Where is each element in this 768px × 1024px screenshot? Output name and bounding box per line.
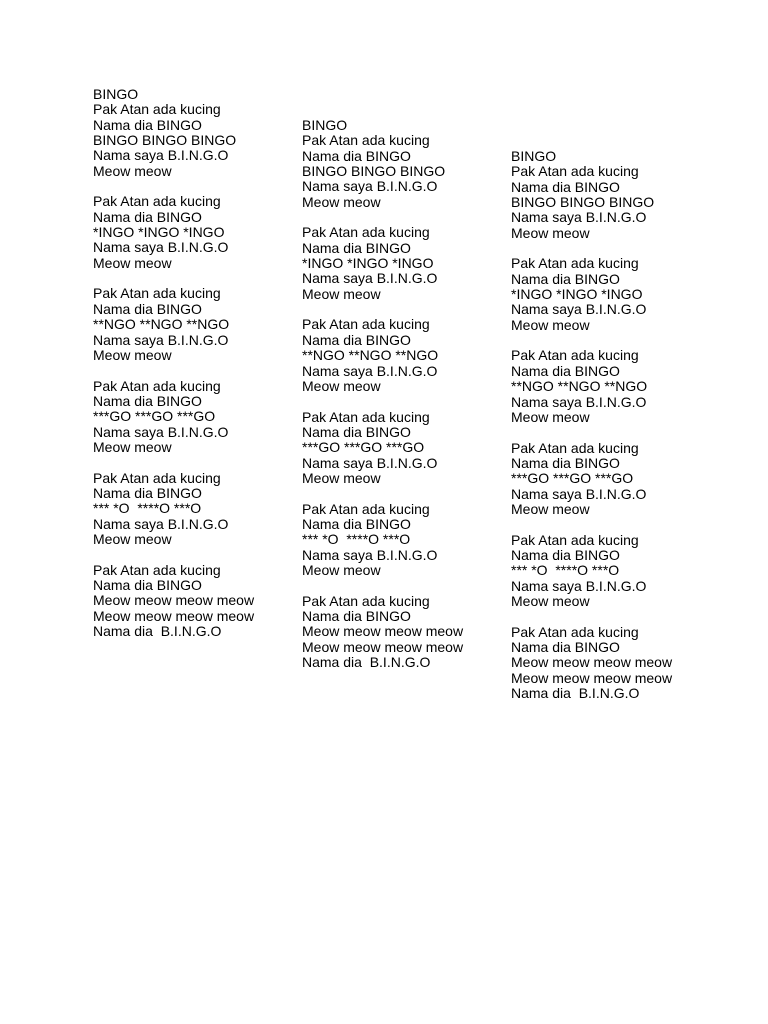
lyric-line: ***GO ***GO ***GO	[511, 470, 634, 487]
stanza-spacer	[93, 271, 293, 286]
lyric-line: Meow meow meow meow	[93, 592, 255, 609]
stanza	[302, 594, 502, 671]
lyric-line: Nama dia B.I.N.G.O	[302, 654, 431, 671]
stanza	[93, 379, 293, 456]
lyric-line: Meow meow	[511, 592, 590, 609]
stanza-spacer	[93, 363, 293, 378]
lyric-line: Nama dia BINGO	[93, 300, 202, 317]
lyric-line: Nama dia BINGO	[93, 484, 202, 501]
lyric-line: Pak Atan ada kucing	[93, 193, 221, 210]
lyric-line: Meow meow meow meow	[302, 638, 464, 655]
lyrics-column-1	[93, 87, 293, 639]
lyric-line: Meow meow	[93, 530, 172, 547]
lyric-line: Nama dia BINGO	[302, 147, 411, 164]
lyric-line: Nama dia BINGO	[511, 270, 620, 287]
lyric-line: Pak Atan ada kucing	[511, 255, 639, 272]
stanza-spacer	[511, 333, 711, 348]
lyric-line: Nama dia B.I.N.G.O	[93, 623, 222, 640]
lyric-line: *INGO *INGO *INGO	[93, 224, 225, 241]
lyric-line: **NGO **NGO **NGO	[511, 378, 648, 395]
lyric-line: Nama saya B.I.N.G.O	[302, 362, 438, 379]
lyric-line: Pak Atan ada kucing	[93, 561, 221, 578]
lyric-line: Pak Atan ada kucing	[93, 101, 221, 118]
lyric-line: Pak Atan ada kucing	[302, 132, 430, 149]
lyric-line: *** *O ****O ***O	[511, 562, 620, 579]
lyric-line: Pak Atan ada kucing	[511, 531, 639, 548]
stanza	[511, 441, 711, 518]
lyrics-column-3	[511, 149, 711, 701]
lyric-line: Meow meow	[302, 377, 381, 394]
lyric-line: Meow meow	[302, 193, 381, 210]
lyric-line: Nama dia BINGO	[511, 178, 620, 195]
stanza	[302, 317, 502, 394]
lyric-line: Meow meow meow meow	[93, 607, 255, 624]
lyric-line: Pak Atan ada kucing	[511, 439, 639, 456]
lyric-line: *INGO *INGO *INGO	[511, 286, 643, 303]
lyric-line: BINGO BINGO BINGO	[93, 132, 237, 149]
lyric-line: Nama saya B.I.N.G.O	[302, 546, 438, 563]
lyric-line: Nama saya B.I.N.G.O	[93, 331, 229, 348]
lyric-line: Nama dia BINGO	[511, 454, 620, 471]
song-title: BINGO	[93, 86, 139, 102]
lyric-line: BINGO BINGO BINGO	[511, 194, 655, 211]
lyric-line: Nama dia BINGO	[93, 208, 202, 225]
lyric-line: Meow meow	[511, 316, 590, 333]
lyric-line: *INGO *INGO *INGO	[302, 255, 434, 272]
stanza-spacer	[511, 609, 711, 624]
lyric-line: Nama saya B.I.N.G.O	[93, 239, 229, 256]
lyric-line: Nama saya B.I.N.G.O	[302, 454, 438, 471]
lyric-line: Nama dia BINGO	[511, 362, 620, 379]
lyric-line: Nama dia BINGO	[93, 577, 202, 593]
lyric-line: Meow meow	[511, 500, 590, 517]
stanza-spacer	[302, 302, 502, 317]
lyric-line: *** *O ****O ***O	[93, 500, 202, 517]
lyric-line: Nama saya B.I.N.G.O	[511, 577, 647, 594]
lyric-line: Nama saya B.I.N.G.O	[511, 485, 647, 502]
lyric-line: Nama saya B.I.N.G.O	[302, 270, 438, 287]
lyric-line: Meow meow	[93, 162, 172, 179]
lyric-line: Nama dia BINGO	[302, 239, 411, 256]
lyric-line: **NGO **NGO **NGO	[93, 316, 230, 333]
lyric-line: ***GO ***GO ***GO	[93, 408, 216, 425]
stanza	[511, 625, 711, 702]
lyric-line: Nama saya B.I.N.G.O	[511, 301, 647, 318]
lyric-line: Nama dia BINGO	[302, 608, 411, 624]
lyric-line: Meow meow meow meow	[302, 623, 464, 640]
stanza-spacer	[302, 394, 502, 409]
lyric-line: Nama dia BINGO	[302, 423, 411, 440]
lyric-line: Pak Atan ada kucing	[93, 285, 221, 302]
lyric-line: Pak Atan ada kucing	[302, 224, 430, 241]
lyric-line: Pak Atan ada kucing	[511, 623, 639, 640]
lyric-line: *** *O ****O ***O	[302, 531, 411, 548]
stanza	[93, 194, 293, 271]
lyric-line: Pak Atan ada kucing	[302, 500, 430, 517]
stanza-spacer	[93, 547, 293, 562]
stanza	[302, 133, 502, 210]
stanza-spacer	[302, 210, 502, 225]
song-title: BINGO	[511, 148, 557, 164]
lyric-line: Nama saya B.I.N.G.O	[93, 423, 229, 440]
lyric-line: Nama saya B.I.N.G.O	[511, 393, 647, 410]
lyric-line: Pak Atan ada kucing	[302, 592, 430, 609]
stanza-spacer	[302, 578, 502, 593]
lyric-line: Nama dia BINGO	[302, 515, 411, 532]
lyric-line: Meow meow	[302, 285, 381, 302]
stanza-spacer	[93, 455, 293, 470]
stanza	[302, 225, 502, 302]
lyric-line: Nama saya B.I.N.G.O	[302, 178, 438, 195]
lyric-line: Nama dia BINGO	[302, 331, 411, 348]
stanza	[93, 471, 293, 548]
lyric-line: Nama saya B.I.N.G.O	[93, 147, 229, 164]
lyric-line: Pak Atan ada kucing	[93, 469, 221, 486]
lyric-line: Meow meow	[93, 438, 172, 455]
lyric-line: Nama dia BINGO	[93, 116, 202, 133]
stanza	[93, 563, 293, 640]
lyrics-column-2	[302, 118, 502, 670]
lyric-line: Meow meow	[302, 561, 381, 578]
stanza	[511, 533, 711, 610]
lyric-line: Meow meow meow meow	[511, 669, 673, 686]
lyric-line: BINGO BINGO BINGO	[302, 163, 446, 180]
stanza-spacer	[511, 425, 711, 440]
stanza	[302, 410, 502, 487]
lyric-line: Meow meow	[93, 346, 172, 363]
stanza-spacer	[511, 517, 711, 532]
lyric-line: Meow meow meow meow	[511, 654, 673, 671]
stanza	[93, 286, 293, 363]
lyric-line: Pak Atan ada kucing	[302, 316, 430, 333]
lyric-line: Pak Atan ada kucing	[93, 377, 221, 394]
stanza-spacer	[93, 179, 293, 194]
lyric-line: **NGO **NGO **NGO	[302, 347, 439, 364]
lyric-line: ***GO ***GO ***GO	[302, 439, 425, 456]
stanza	[93, 102, 293, 179]
stanza	[511, 256, 711, 333]
stanza-spacer	[511, 241, 711, 256]
lyric-line: Pak Atan ada kucing	[302, 408, 430, 425]
lyric-line: Pak Atan ada kucing	[511, 163, 639, 180]
lyric-line: Nama dia B.I.N.G.O	[511, 685, 640, 702]
lyric-line: Nama saya B.I.N.G.O	[93, 515, 229, 532]
lyric-line: Nama dia BINGO	[511, 639, 620, 655]
lyric-line: Meow meow	[93, 254, 172, 271]
lyric-line: Meow meow	[511, 224, 590, 241]
stanza	[511, 164, 711, 241]
lyric-line: Meow meow	[302, 469, 381, 486]
song-title: BINGO	[302, 117, 348, 133]
stanza-spacer	[302, 486, 502, 501]
stanza	[511, 348, 711, 425]
lyric-line: Pak Atan ada kucing	[511, 347, 639, 364]
lyric-line: Nama saya B.I.N.G.O	[511, 209, 647, 226]
lyric-line: Meow meow	[511, 408, 590, 425]
lyric-line: Nama dia BINGO	[93, 392, 202, 409]
lyric-line: Nama dia BINGO	[511, 546, 620, 563]
stanza	[302, 502, 502, 579]
